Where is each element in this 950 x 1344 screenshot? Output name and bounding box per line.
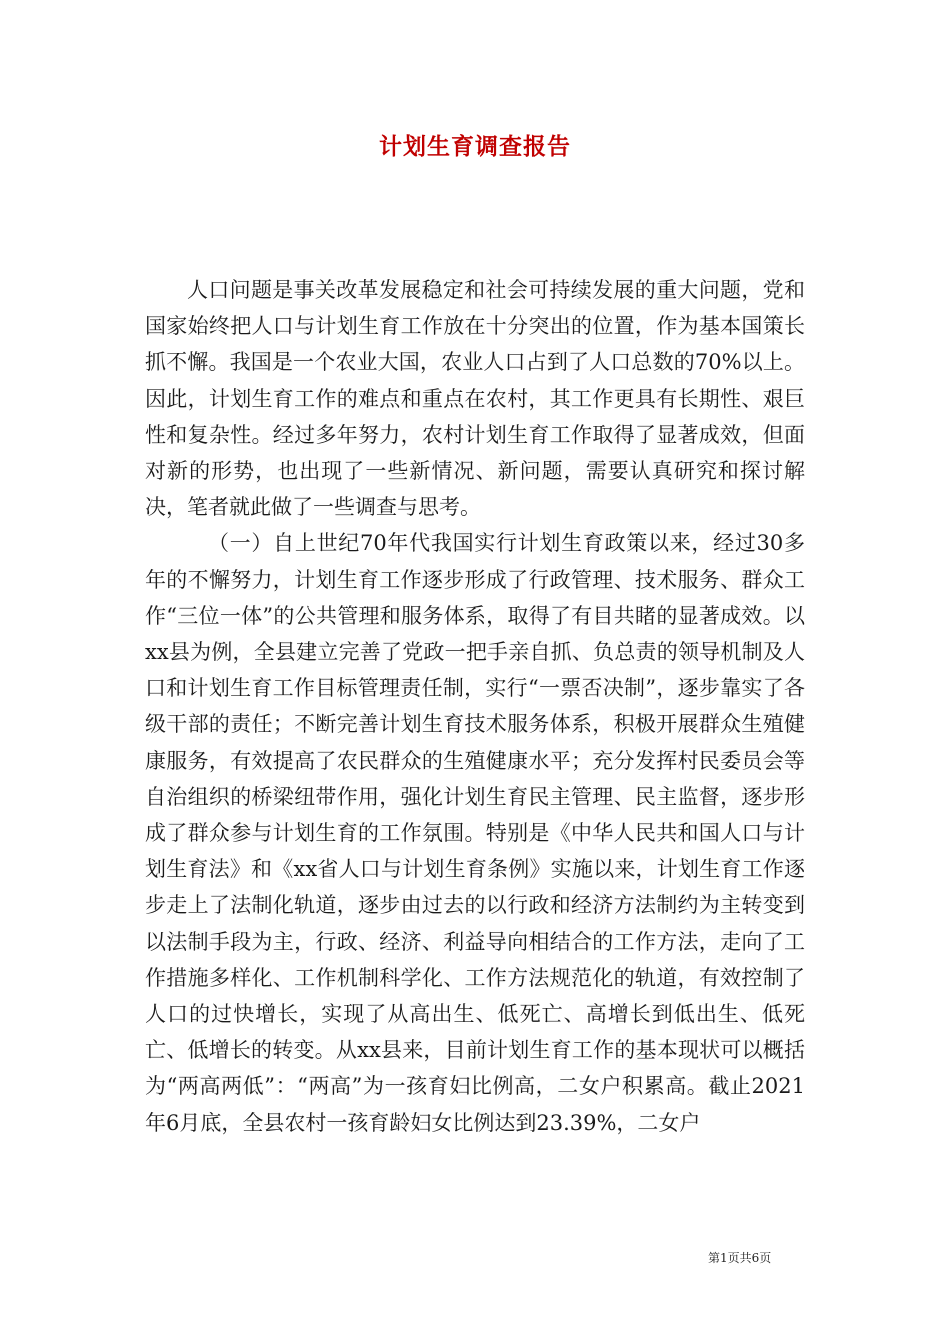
document-body <box>145 272 805 1141</box>
paragraph-intro: 人口问题是事关改革发展稳定和社会可持续发展的重大问题，党和国家始终把人口与计划生育工作放在十分突出的位置，作为基本国策长抓不懈。我国是一个农业大国，农业人口占到了人口总数的70%以上。因此，计划生育工作的难点和重点在农村，其工作更具有长期性、艰巨性和复杂性。经过多年努力，农村计划生育工作取得了显著成效，但面对新的形势，也出现了一些新情况、新问题，需要认真研究和探讨解决，笔者就此做了一些调查与思考。 <box>145 278 805 520</box>
page-number: 第1页共6页 <box>708 1251 772 1265</box>
document-title: 计划生育调查报告 <box>379 133 571 160</box>
paragraph-section-one: （一）自上世纪70年代我国实行计划生育政策以来，经过30多年的不懈努力，计划生育工作逐步形成了行政管理、技术服务、群众工作“三位一体”的公共管理和服务体系，取得了有目共睹的显著成效。以xx县为例，全县建立完善了党政一把手亲自抓、负总责的领导机制及人口和计划生育工作目标管理责任制，实行“一票否决制”，逐步靠实了各级干部的责任；不断完善计划生育技术服务体系，积极开展群众生殖健康服务，有效提高了农民群众的生殖健康水平；充分发挥村民委员会等自治组织的桥梁纽带作用，强化计划生育民主管理、民主监督，逐步形成了群众参与计划生育的工作氛围。特别是《中华人民共和国人口与计划生育法》和《xx省人口与计划生育条例》实施以来，计划生育工作逐步走上了法制化轨道，逐步由过去的以行政和经济方法制约为主转变到以法制手段为主，行政、经济、利益导向相结合的工作方法，走向了工作措施多样化、工作机制科学化、工作方法规范化的轨道，有效控制了人口的过快增长，实现了从高出生、低死亡、高增长到低出生、低死亡、低增长的转变。从xx县来，目前计划生育工作的基本现状可以概括为“两高两低”：“两高”为一孩育妇比例高，二女户积累高。截止2021年6月底，全县农村一孩育龄妇女比例达到23.39%，二女户 <box>145 531 805 1135</box>
